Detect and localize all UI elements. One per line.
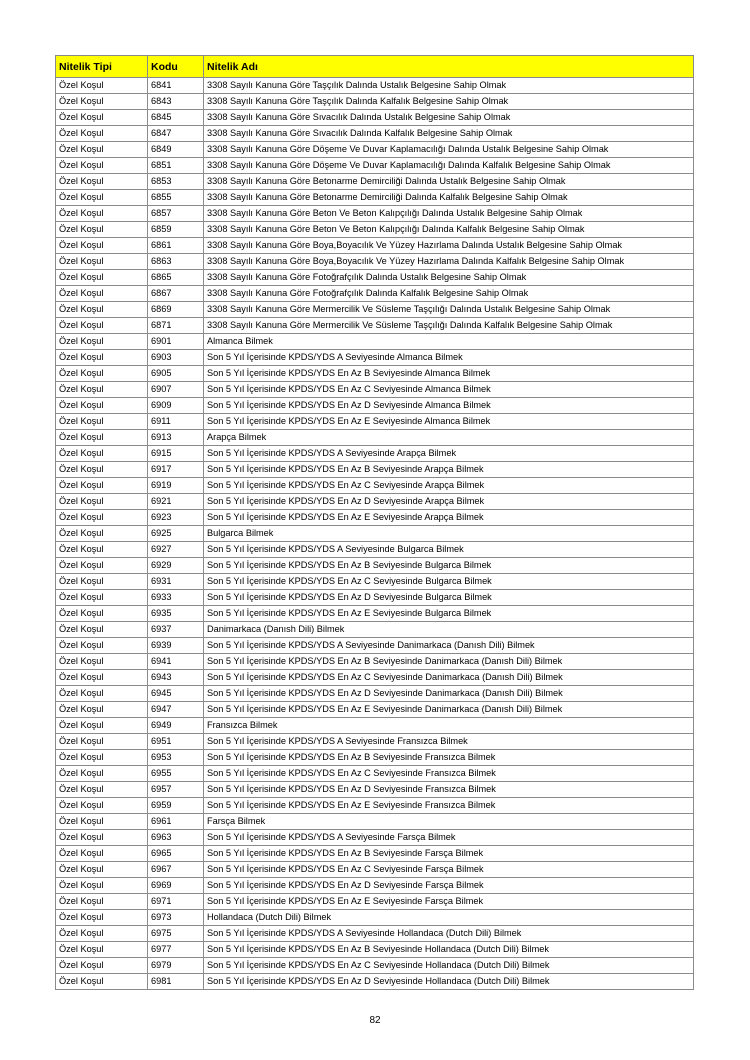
cell-kodu: 6941 xyxy=(148,654,204,670)
cell-kodu: 6867 xyxy=(148,286,204,302)
cell-nitelik-adi: Son 5 Yıl İçerisinde KPDS/YDS A Seviyesinde Almanca Bilmek xyxy=(204,350,694,366)
cell-kodu: 6915 xyxy=(148,446,204,462)
cell-kodu: 6951 xyxy=(148,734,204,750)
cell-nitelik-adi: Son 5 Yıl İçerisinde KPDS/YDS A Seviyesinde Farsça Bilmek xyxy=(204,830,694,846)
cell-nitelik-tipi: Özel Koşul xyxy=(56,606,148,622)
cell-nitelik-adi: Son 5 Yıl İçerisinde KPDS/YDS En Az E Seviyesinde Almanca Bilmek xyxy=(204,414,694,430)
cell-nitelik-tipi: Özel Koşul xyxy=(56,238,148,254)
cell-kodu: 6935 xyxy=(148,606,204,622)
cell-nitelik-tipi: Özel Koşul xyxy=(56,398,148,414)
table-row xyxy=(56,686,694,702)
cell-nitelik-adi: Son 5 Yıl İçerisinde KPDS/YDS En Az E Seviyesinde Danimarkaca (Danısh Dili) Bilmek xyxy=(204,702,694,718)
cell-nitelik-tipi: Özel Koşul xyxy=(56,542,148,558)
cell-kodu: 6849 xyxy=(148,142,204,158)
cell-kodu: 6977 xyxy=(148,942,204,958)
cell-kodu: 6901 xyxy=(148,334,204,350)
cell-nitelik-adi: Son 5 Yıl İçerisinde KPDS/YDS En Az D Seviyesinde Fransızca Bilmek xyxy=(204,782,694,798)
cell-nitelik-tipi: Özel Koşul xyxy=(56,798,148,814)
cell-nitelik-adi: Son 5 Yıl İçerisinde KPDS/YDS En Az D Seviyesinde Hollandaca (Dutch Dili) Bilmek xyxy=(204,974,694,990)
cell-nitelik-adi: Bulgarca Bilmek xyxy=(204,526,694,542)
cell-nitelik-adi: Son 5 Yıl İçerisinde KPDS/YDS En Az C Seviyesinde Danimarkaca (Danısh Dili) Bilmek xyxy=(204,670,694,686)
cell-kodu: 6871 xyxy=(148,318,204,334)
cell-kodu: 6851 xyxy=(148,158,204,174)
cell-kodu: 6931 xyxy=(148,574,204,590)
table-row xyxy=(56,654,694,670)
cell-kodu: 6965 xyxy=(148,846,204,862)
cell-nitelik-tipi: Özel Koşul xyxy=(56,286,148,302)
cell-nitelik-adi: 3308 Sayılı Kanuna Göre Sıvacılık Dalında Kalfalık Belgesine Sahip Olmak xyxy=(204,126,694,142)
table-row xyxy=(56,702,694,718)
cell-nitelik-adi: Son 5 Yıl İçerisinde KPDS/YDS En Az C Seviyesinde Bulgarca Bilmek xyxy=(204,574,694,590)
table-row xyxy=(56,622,694,638)
cell-kodu: 6927 xyxy=(148,542,204,558)
cell-nitelik-adi: Son 5 Yıl İçerisinde KPDS/YDS En Az C Seviyesinde Fransızca Bilmek xyxy=(204,766,694,782)
cell-kodu: 6919 xyxy=(148,478,204,494)
cell-nitelik-tipi: Özel Koşul xyxy=(56,206,148,222)
table-row xyxy=(56,494,694,510)
cell-nitelik-adi: Son 5 Yıl İçerisinde KPDS/YDS En Az D Seviyesinde Almanca Bilmek xyxy=(204,398,694,414)
cell-kodu: 6963 xyxy=(148,830,204,846)
cell-kodu: 6969 xyxy=(148,878,204,894)
table-row xyxy=(56,510,694,526)
cell-nitelik-tipi: Özel Koşul xyxy=(56,382,148,398)
cell-nitelik-adi: Son 5 Yıl İçerisinde KPDS/YDS A Seviyesinde Bulgarca Bilmek xyxy=(204,542,694,558)
cell-nitelik-tipi: Özel Koşul xyxy=(56,270,148,286)
cell-nitelik-adi: Son 5 Yıl İçerisinde KPDS/YDS En Az B Seviyesinde Hollandaca (Dutch Dili) Bilmek xyxy=(204,942,694,958)
cell-kodu: 6959 xyxy=(148,798,204,814)
cell-kodu: 6859 xyxy=(148,222,204,238)
cell-kodu: 6929 xyxy=(148,558,204,574)
cell-kodu: 6841 xyxy=(148,78,204,94)
table-row xyxy=(56,974,694,990)
cell-nitelik-tipi: Özel Koşul xyxy=(56,814,148,830)
table-row xyxy=(56,190,694,206)
table-row xyxy=(56,750,694,766)
cell-nitelik-tipi: Özel Koşul xyxy=(56,110,148,126)
cell-nitelik-adi: 3308 Sayılı Kanuna Göre Sıvacılık Dalında Ustalık Belgesine Sahip Olmak xyxy=(204,110,694,126)
table-row xyxy=(56,798,694,814)
table-row xyxy=(56,366,694,382)
cell-nitelik-adi: 3308 Sayılı Kanuna Göre Mermercilik Ve Süsleme Taşçılığı Dalında Ustalık Belgesine Sahip Olmak xyxy=(204,302,694,318)
cell-kodu: 6869 xyxy=(148,302,204,318)
cell-kodu: 6967 xyxy=(148,862,204,878)
cell-nitelik-tipi: Özel Koşul xyxy=(56,414,148,430)
cell-kodu: 6847 xyxy=(148,126,204,142)
cell-nitelik-tipi: Özel Koşul xyxy=(56,974,148,990)
cell-nitelik-adi: Son 5 Yıl İçerisinde KPDS/YDS En Az B Seviyesinde Fransızca Bilmek xyxy=(204,750,694,766)
cell-nitelik-adi: 3308 Sayılı Kanuna Göre Beton Ve Beton Kalıpçılığı Dalında Kalfalık Belgesine Sahip Olmak xyxy=(204,222,694,238)
table-row xyxy=(56,126,694,142)
cell-nitelik-tipi: Özel Koşul xyxy=(56,174,148,190)
cell-nitelik-tipi: Özel Koşul xyxy=(56,350,148,366)
cell-nitelik-adi: Almanca Bilmek xyxy=(204,334,694,350)
cell-nitelik-adi: Son 5 Yıl İçerisinde KPDS/YDS A Seviyesinde Arapça Bilmek xyxy=(204,446,694,462)
table-row xyxy=(56,318,694,334)
cell-nitelik-tipi: Özel Koşul xyxy=(56,334,148,350)
cell-nitelik-tipi: Özel Koşul xyxy=(56,830,148,846)
cell-nitelik-tipi: Özel Koşul xyxy=(56,430,148,446)
table-row xyxy=(56,78,694,94)
cell-nitelik-adi: Son 5 Yıl İçerisinde KPDS/YDS A Seviyesinde Fransızca Bilmek xyxy=(204,734,694,750)
cell-nitelik-adi: 3308 Sayılı Kanuna Göre Döşeme Ve Duvar Kaplamacılığı Dalında Ustalık Belgesine Sahip Olmak xyxy=(204,142,694,158)
cell-nitelik-adi: 3308 Sayılı Kanuna Göre Betonarme Demirciliği Dalında Kalfalık Belgesine Sahip Olmak xyxy=(204,190,694,206)
cell-kodu: 6981 xyxy=(148,974,204,990)
cell-nitelik-tipi: Özel Koşul xyxy=(56,494,148,510)
cell-kodu: 6913 xyxy=(148,430,204,446)
cell-kodu: 6945 xyxy=(148,686,204,702)
cell-kodu: 6909 xyxy=(148,398,204,414)
table-row xyxy=(56,446,694,462)
header-kodu: Kodu xyxy=(148,56,204,78)
cell-nitelik-adi: Son 5 Yıl İçerisinde KPDS/YDS En Az E Seviyesinde Bulgarca Bilmek xyxy=(204,606,694,622)
cell-kodu: 6845 xyxy=(148,110,204,126)
cell-nitelik-tipi: Özel Koşul xyxy=(56,126,148,142)
cell-nitelik-adi: Arapça Bilmek xyxy=(204,430,694,446)
table-row xyxy=(56,254,694,270)
cell-nitelik-tipi: Özel Koşul xyxy=(56,478,148,494)
table-row xyxy=(56,910,694,926)
table-row xyxy=(56,878,694,894)
table-row xyxy=(56,94,694,110)
table-row xyxy=(56,174,694,190)
cell-nitelik-adi: Son 5 Yıl İçerisinde KPDS/YDS En Az D Seviyesinde Danimarkaca (Danısh Dili) Bilmek xyxy=(204,686,694,702)
cell-nitelik-tipi: Özel Koşul xyxy=(56,318,148,334)
cell-nitelik-tipi: Özel Koşul xyxy=(56,526,148,542)
cell-kodu: 6911 xyxy=(148,414,204,430)
cell-nitelik-adi: Farsça Bilmek xyxy=(204,814,694,830)
cell-nitelik-tipi: Özel Koşul xyxy=(56,686,148,702)
table-row xyxy=(56,718,694,734)
table-row xyxy=(56,542,694,558)
cell-nitelik-tipi: Özel Koşul xyxy=(56,942,148,958)
cell-nitelik-adi: 3308 Sayılı Kanuna Göre Taşçılık Dalında Ustalık Belgesine Sahip Olmak xyxy=(204,78,694,94)
cell-kodu: 6961 xyxy=(148,814,204,830)
table-row xyxy=(56,734,694,750)
cell-nitelik-adi: Son 5 Yıl İçerisinde KPDS/YDS En Az B Seviyesinde Farsça Bilmek xyxy=(204,846,694,862)
cell-nitelik-adi: Danimarkaca (Danısh Dili) Bilmek xyxy=(204,622,694,638)
cell-nitelik-tipi: Özel Koşul xyxy=(56,958,148,974)
cell-nitelik-adi: 3308 Sayılı Kanuna Göre Boya,Boyacılık Ve Yüzey Hazırlama Dalında Ustalık Belgesine Sahip Olmak xyxy=(204,238,694,254)
table-row xyxy=(56,606,694,622)
cell-nitelik-tipi: Özel Koşul xyxy=(56,446,148,462)
cell-nitelik-adi: 3308 Sayılı Kanuna Göre Fotoğrafçılık Dalında Kalfalık Belgesine Sahip Olmak xyxy=(204,286,694,302)
cell-nitelik-tipi: Özel Koşul xyxy=(56,254,148,270)
cell-nitelik-adi: Son 5 Yıl İçerisinde KPDS/YDS En Az C Seviyesinde Arapça Bilmek xyxy=(204,478,694,494)
cell-nitelik-adi: Son 5 Yıl İçerisinde KPDS/YDS En Az C Seviyesinde Farsça Bilmek xyxy=(204,862,694,878)
table-row xyxy=(56,334,694,350)
table-row xyxy=(56,894,694,910)
cell-kodu: 6979 xyxy=(148,958,204,974)
table-header-row xyxy=(56,56,694,78)
cell-nitelik-tipi: Özel Koşul xyxy=(56,766,148,782)
cell-nitelik-adi: Son 5 Yıl İçerisinde KPDS/YDS En Az C Seviyesinde Almanca Bilmek xyxy=(204,382,694,398)
qualification-table xyxy=(55,55,694,990)
table-row xyxy=(56,830,694,846)
cell-nitelik-tipi: Özel Koşul xyxy=(56,462,148,478)
cell-nitelik-tipi: Özel Koşul xyxy=(56,910,148,926)
cell-nitelik-adi: Son 5 Yıl İçerisinde KPDS/YDS En Az B Seviyesinde Almanca Bilmek xyxy=(204,366,694,382)
table-row xyxy=(56,238,694,254)
table-row xyxy=(56,766,694,782)
table-row xyxy=(56,942,694,958)
cell-nitelik-adi: Son 5 Yıl İçerisinde KPDS/YDS A Seviyesinde Hollandaca (Dutch Dili) Bilmek xyxy=(204,926,694,942)
cell-nitelik-adi: 3308 Sayılı Kanuna Göre Boya,Boyacılık Ve Yüzey Hazırlama Dalında Kalfalık Belgesine Sahip Olmak xyxy=(204,254,694,270)
table-row xyxy=(56,526,694,542)
cell-nitelik-tipi: Özel Koşul xyxy=(56,142,148,158)
table-row xyxy=(56,574,694,590)
cell-nitelik-adi: 3308 Sayılı Kanuna Göre Betonarme Demirciliği Dalında Ustalık Belgesine Sahip Olmak xyxy=(204,174,694,190)
cell-kodu: 6939 xyxy=(148,638,204,654)
table-row xyxy=(56,382,694,398)
header-nitelik-tipi: Nitelik Tipi xyxy=(56,56,148,78)
page-number: 82 xyxy=(369,1015,381,1026)
cell-nitelik-tipi: Özel Koşul xyxy=(56,894,148,910)
cell-nitelik-tipi: Özel Koşul xyxy=(56,558,148,574)
table-row xyxy=(56,862,694,878)
cell-kodu: 6923 xyxy=(148,510,204,526)
table-row xyxy=(56,206,694,222)
cell-kodu: 6905 xyxy=(148,366,204,382)
cell-kodu: 6949 xyxy=(148,718,204,734)
cell-kodu: 6853 xyxy=(148,174,204,190)
table-row xyxy=(56,926,694,942)
cell-nitelik-tipi: Özel Koşul xyxy=(56,94,148,110)
table-row xyxy=(56,846,694,862)
cell-nitelik-adi: 3308 Sayılı Kanuna Göre Beton Ve Beton Kalıpçılığı Dalında Ustalık Belgesine Sahip Olmak xyxy=(204,206,694,222)
cell-kodu: 6857 xyxy=(148,206,204,222)
cell-nitelik-tipi: Özel Koşul xyxy=(56,622,148,638)
cell-nitelik-tipi: Özel Koşul xyxy=(56,190,148,206)
cell-kodu: 6907 xyxy=(148,382,204,398)
cell-nitelik-adi: Son 5 Yıl İçerisinde KPDS/YDS En Az B Seviyesinde Bulgarca Bilmek xyxy=(204,558,694,574)
cell-kodu: 6843 xyxy=(148,94,204,110)
cell-kodu: 6903 xyxy=(148,350,204,366)
cell-nitelik-tipi: Özel Koşul xyxy=(56,222,148,238)
table-row xyxy=(56,670,694,686)
cell-nitelik-tipi: Özel Koşul xyxy=(56,878,148,894)
cell-nitelik-tipi: Özel Koşul xyxy=(56,718,148,734)
cell-nitelik-adi: Son 5 Yıl İçerisinde KPDS/YDS En Az D Seviyesinde Arapça Bilmek xyxy=(204,494,694,510)
cell-nitelik-tipi: Özel Koşul xyxy=(56,926,148,942)
cell-nitelik-tipi: Özel Koşul xyxy=(56,510,148,526)
cell-kodu: 6925 xyxy=(148,526,204,542)
table-row xyxy=(56,302,694,318)
cell-kodu: 6863 xyxy=(148,254,204,270)
cell-nitelik-adi: Son 5 Yıl İçerisinde KPDS/YDS En Az D Seviyesinde Bulgarca Bilmek xyxy=(204,590,694,606)
cell-kodu: 6937 xyxy=(148,622,204,638)
cell-nitelik-adi: 3308 Sayılı Kanuna Göre Mermercilik Ve Süsleme Taşçılığı Dalında Kalfalık Belgesine Sahip Olmak xyxy=(204,318,694,334)
cell-nitelik-tipi: Özel Koşul xyxy=(56,702,148,718)
table-row xyxy=(56,558,694,574)
cell-nitelik-adi: Son 5 Yıl İçerisinde KPDS/YDS En Az B Seviyesinde Danimarkaca (Danısh Dili) Bilmek xyxy=(204,654,694,670)
cell-nitelik-tipi: Özel Koşul xyxy=(56,734,148,750)
cell-nitelik-adi: 3308 Sayılı Kanuna Göre Taşçılık Dalında Kalfalık Belgesine Sahip Olmak xyxy=(204,94,694,110)
table-row xyxy=(56,398,694,414)
cell-nitelik-tipi: Özel Koşul xyxy=(56,302,148,318)
table-row xyxy=(56,286,694,302)
cell-nitelik-adi: Son 5 Yıl İçerisinde KPDS/YDS En Az B Seviyesinde Arapça Bilmek xyxy=(204,462,694,478)
cell-nitelik-tipi: Özel Koşul xyxy=(56,366,148,382)
cell-nitelik-adi: Son 5 Yıl İçerisinde KPDS/YDS En Az E Seviyesinde Arapça Bilmek xyxy=(204,510,694,526)
table-row xyxy=(56,270,694,286)
cell-nitelik-adi: Son 5 Yıl İçerisinde KPDS/YDS En Az E Seviyesinde Farsça Bilmek xyxy=(204,894,694,910)
cell-nitelik-tipi: Özel Koşul xyxy=(56,574,148,590)
cell-kodu: 6861 xyxy=(148,238,204,254)
table-row xyxy=(56,158,694,174)
cell-kodu: 6973 xyxy=(148,910,204,926)
cell-nitelik-tipi: Özel Koşul xyxy=(56,750,148,766)
cell-kodu: 6865 xyxy=(148,270,204,286)
cell-nitelik-adi: Hollandaca (Dutch Dili) Bilmek xyxy=(204,910,694,926)
cell-kodu: 6855 xyxy=(148,190,204,206)
cell-nitelik-adi: Son 5 Yıl İçerisinde KPDS/YDS En Az E Seviyesinde Fransızca Bilmek xyxy=(204,798,694,814)
cell-kodu: 6943 xyxy=(148,670,204,686)
cell-nitelik-tipi: Özel Koşul xyxy=(56,78,148,94)
cell-nitelik-adi: Son 5 Yıl İçerisinde KPDS/YDS En Az C Seviyesinde Hollandaca (Dutch Dili) Bilmek xyxy=(204,958,694,974)
cell-nitelik-adi: 3308 Sayılı Kanuna Göre Döşeme Ve Duvar Kaplamacılığı Dalında Kalfalık Belgesine Sahip Olmak xyxy=(204,158,694,174)
table-row xyxy=(56,638,694,654)
table-row xyxy=(56,414,694,430)
cell-kodu: 6955 xyxy=(148,766,204,782)
header-nitelik-adi: Nitelik Adı xyxy=(204,56,694,78)
cell-kodu: 6975 xyxy=(148,926,204,942)
cell-nitelik-tipi: Özel Koşul xyxy=(56,638,148,654)
cell-nitelik-adi: Son 5 Yıl İçerisinde KPDS/YDS A Seviyesinde Danimarkaca (Danısh Dili) Bilmek xyxy=(204,638,694,654)
table-row xyxy=(56,222,694,238)
table-row xyxy=(56,814,694,830)
cell-kodu: 6917 xyxy=(148,462,204,478)
cell-nitelik-tipi: Özel Koşul xyxy=(56,670,148,686)
cell-kodu: 6947 xyxy=(148,702,204,718)
cell-kodu: 6933 xyxy=(148,590,204,606)
cell-kodu: 6953 xyxy=(148,750,204,766)
cell-nitelik-tipi: Özel Koşul xyxy=(56,846,148,862)
cell-nitelik-tipi: Özel Koşul xyxy=(56,782,148,798)
table-row xyxy=(56,958,694,974)
cell-kodu: 6971 xyxy=(148,894,204,910)
cell-kodu: 6957 xyxy=(148,782,204,798)
table-row xyxy=(56,350,694,366)
table-body xyxy=(56,78,694,990)
table-row xyxy=(56,110,694,126)
table-row xyxy=(56,430,694,446)
cell-kodu: 6921 xyxy=(148,494,204,510)
table-row xyxy=(56,142,694,158)
table-row xyxy=(56,782,694,798)
cell-nitelik-adi: Fransızca Bilmek xyxy=(204,718,694,734)
cell-nitelik-tipi: Özel Koşul xyxy=(56,158,148,174)
table-row xyxy=(56,478,694,494)
cell-nitelik-adi: Son 5 Yıl İçerisinde KPDS/YDS En Az D Seviyesinde Farsça Bilmek xyxy=(204,878,694,894)
cell-nitelik-tipi: Özel Koşul xyxy=(56,590,148,606)
cell-nitelik-tipi: Özel Koşul xyxy=(56,862,148,878)
table-row xyxy=(56,590,694,606)
cell-nitelik-tipi: Özel Koşul xyxy=(56,654,148,670)
table-row xyxy=(56,462,694,478)
cell-nitelik-adi: 3308 Sayılı Kanuna Göre Fotoğrafçılık Dalında Ustalık Belgesine Sahip Olmak xyxy=(204,270,694,286)
